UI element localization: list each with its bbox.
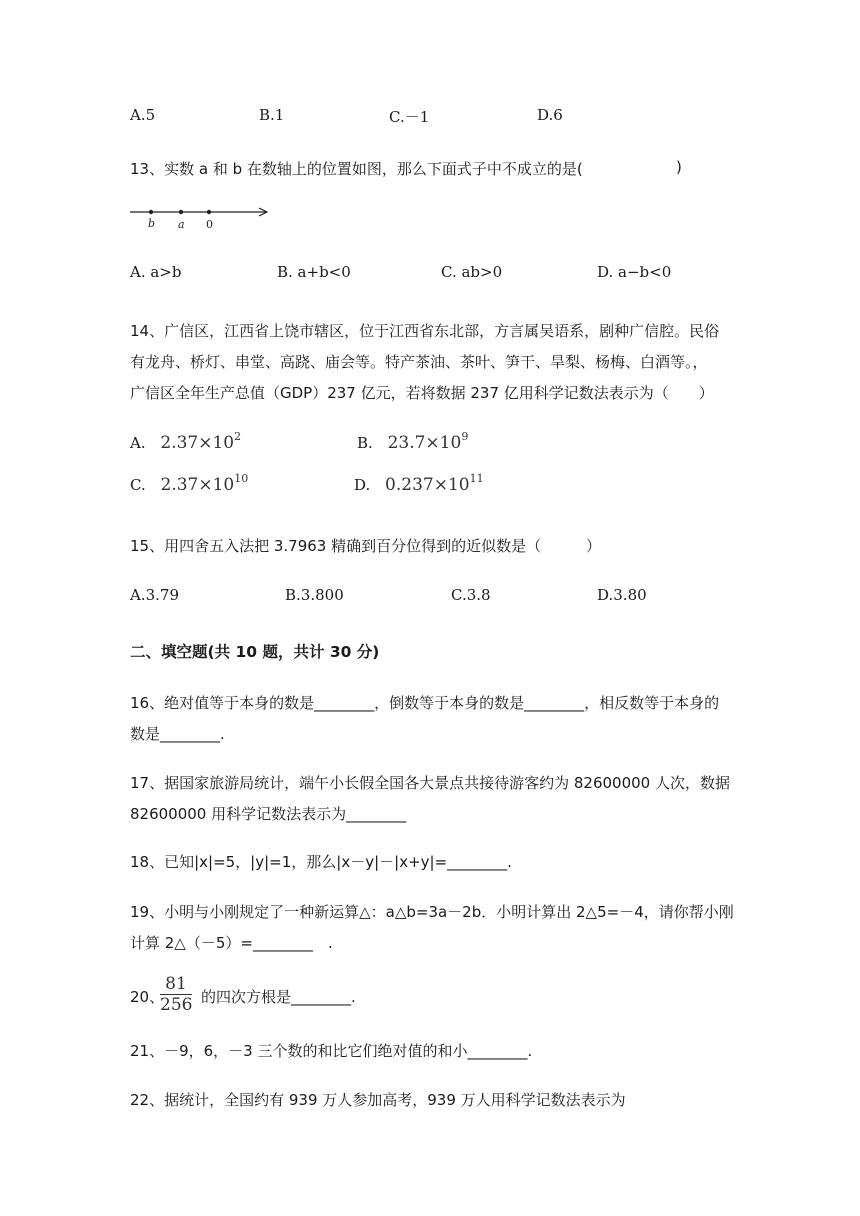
label-zero: 0 — [206, 218, 213, 231]
q14-option-c-expr: $2.37\times 10^{10}$ — [160, 472, 249, 495]
q18-line-1: 18、已知|x|=5，|y|=1，那么|x－y|－|x+y|=________. — [130, 853, 512, 871]
q13-option-d: D. a−b<0 — [597, 263, 672, 281]
q17-line-1: 17、据国家旅游局统计，端午小长假全国各大景点共接待游客约为 82600000 人次，数据 — [130, 774, 730, 792]
q20-numerator: 81 — [160, 975, 192, 995]
q22-line-1: 22、据统计，全国约有 939 万人参加高考，939 万人用科学记数法表示为 — [130, 1091, 626, 1109]
q19-line-1: 19、小明与小刚规定了一种新运算△：a△b=3a－2b．小明计算出 2△5=－4，请你帮小刚 — [130, 903, 734, 921]
q14-line-1: 14、广信区，江西省上饶市辖区，位于江西省东北部，方言属吴语系，剧种广信腔。民俗 — [130, 322, 720, 340]
q20-suffix: 的四次方根是________. — [201, 988, 356, 1006]
q20-fraction — [160, 975, 192, 1014]
q13-stem: 13、实数 a 和 b 在数轴上的位置如图，那么下面式子中不成立的是( — [130, 160, 583, 178]
q13-paren-close: ) — [676, 158, 682, 176]
q14-option-a-letter: A. — [130, 434, 146, 452]
label-a: a — [178, 218, 185, 231]
point-zero — [207, 210, 211, 214]
q14-option-a-expr: $2.37\times 10^2$ — [160, 430, 242, 453]
point-b — [149, 210, 153, 214]
q21-line-1: 21、－9，6，－3 三个数的和比它们绝对值的和小________. — [130, 1042, 533, 1060]
q19-line-2: 计算 2△（－5）=________ . — [130, 934, 333, 952]
q14-option-c — [130, 472, 248, 495]
q15-stem: 15、用四舍五入法把 3.7963 精确到百分位得到的近似数是（ — [130, 537, 542, 555]
q20-prefix: 20、 — [130, 988, 165, 1006]
q13-option-c: C. ab>0 — [441, 263, 503, 281]
q12-option-b: B.1 — [259, 106, 285, 124]
q12-option-a: A.5 — [130, 106, 156, 124]
q14-option-d — [354, 472, 484, 495]
q16-line-2: 数是________. — [130, 725, 225, 743]
q15-paren-close: ） — [586, 537, 602, 555]
q14-option-d-letter: D. — [354, 476, 371, 494]
q14-option-a — [130, 430, 241, 453]
q14-option-b — [357, 430, 468, 453]
q14-option-c-letter: C. — [130, 476, 146, 494]
section-title: 二、填空题(共 10 题，共计 30 分) — [130, 643, 380, 661]
q20-denominator: 256 — [160, 995, 193, 1015]
q12-option-d: D.6 — [537, 106, 563, 124]
point-a — [179, 210, 183, 214]
q17-line-2: 82600000 用科学记数法表示为________ — [130, 805, 407, 823]
q12-option-c: C.－1 — [389, 108, 430, 126]
q15-option-b: B.3.800 — [285, 586, 344, 604]
q16-line-1: 16、绝对值等于本身的数是________，倒数等于本身的数是________，相反数等于本身的 — [130, 694, 720, 712]
q13-option-b: B. a+b<0 — [277, 263, 351, 281]
q14-option-b-letter: B. — [357, 434, 373, 452]
number-line-figure — [128, 202, 278, 234]
q14-line-3: 广信区全年生产总值（GDP）237 亿元，若将数据 237 亿用科学记数法表示为（ ） — [130, 384, 714, 402]
q15-option-a: A.3.79 — [130, 586, 179, 604]
q14-option-d-expr: $0.237\times 10^{11}$ — [385, 472, 484, 495]
q15-option-c: C.3.8 — [451, 586, 491, 604]
label-b: b — [148, 217, 156, 230]
q14-option-b-expr: $23.7\times 10^9$ — [387, 430, 469, 453]
q15-option-d: D.3.80 — [597, 586, 647, 604]
q14-line-2: 有龙舟、桥灯、串堂、高跷、庙会等。特产茶油、茶叶、笋干、旱梨、杨梅、白酒等。， — [130, 353, 708, 371]
q13-option-a: A. a>b — [130, 263, 182, 281]
